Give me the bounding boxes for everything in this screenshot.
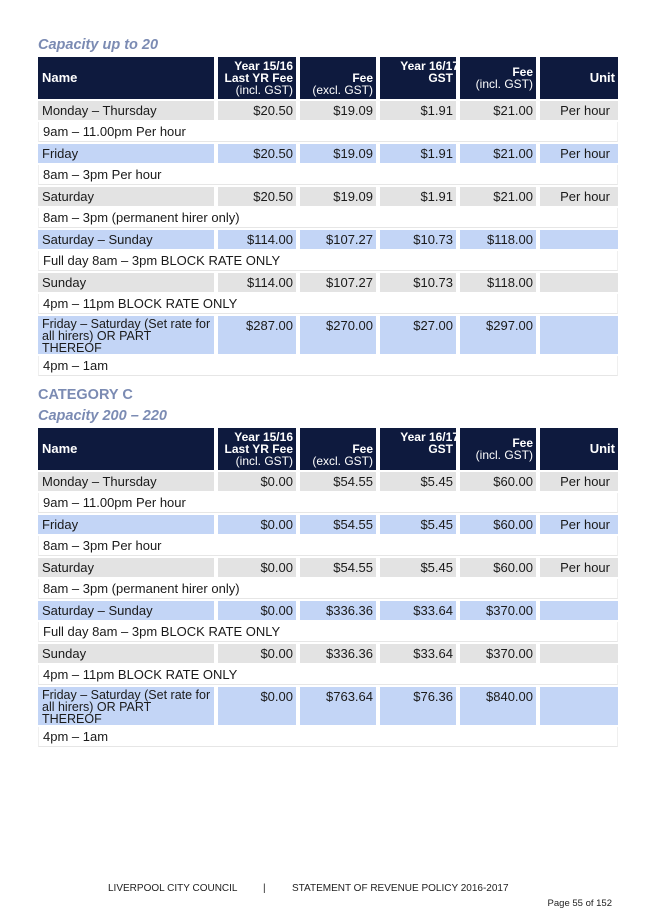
row-time-description: 4pm – 1am <box>38 727 618 747</box>
row-name: Saturday <box>38 187 214 206</box>
row-last-year-fee: $0.00 <box>218 644 296 663</box>
table-row <box>38 687 618 725</box>
row-fee-excl-gst: $54.55 <box>300 515 376 534</box>
table-row <box>38 316 618 354</box>
row-name: Sunday <box>38 644 214 663</box>
row-fee-excl-gst: $270.00 <box>300 316 376 354</box>
table-row <box>38 101 618 120</box>
row-fee-excl-gst: $54.55 <box>300 558 376 577</box>
row-unit <box>540 230 618 249</box>
row-time-description: 8am – 3pm Per hour <box>38 536 618 556</box>
header-last-year-fee <box>218 57 296 99</box>
table-row <box>38 644 618 663</box>
table-row <box>38 472 618 491</box>
header-fee-excl <box>300 57 376 99</box>
row-last-year-fee: $0.00 <box>218 558 296 577</box>
row-fee-incl-gst: $370.00 <box>460 644 536 663</box>
row-fee-incl-gst: $118.00 <box>460 230 536 249</box>
row-fee-excl-gst: $107.27 <box>300 273 376 292</box>
header-fee: Fee <box>352 71 373 85</box>
header-gst-label: GST <box>428 442 453 456</box>
header-name: Name <box>38 428 214 470</box>
table-row <box>38 601 618 620</box>
row-fee-excl-gst: $19.09 <box>300 101 376 120</box>
row-description <box>38 208 618 228</box>
row-last-year-fee: $114.00 <box>218 273 296 292</box>
footer-separator: | <box>263 883 266 894</box>
row-fee-incl-gst: $21.00 <box>460 187 536 206</box>
row-unit <box>540 601 618 620</box>
header-year-15-16: Year 15/16 <box>234 59 293 73</box>
row-fee-excl-gst: $54.55 <box>300 472 376 491</box>
row-name: Monday – Thursday <box>38 472 214 491</box>
header-fee: Fee <box>512 436 533 450</box>
row-gst: $5.45 <box>380 515 456 534</box>
header-name: Name <box>38 57 214 99</box>
row-unit: Per hour <box>540 187 618 206</box>
row-description <box>38 622 618 642</box>
row-name: Monday – Thursday <box>38 101 214 120</box>
row-description <box>38 665 618 685</box>
row-last-year-fee: $20.50 <box>218 187 296 206</box>
row-gst: $1.91 <box>380 101 456 120</box>
row-gst: $5.45 <box>380 558 456 577</box>
row-description <box>38 493 618 513</box>
header-year-15-16: Year 15/16 <box>234 430 293 444</box>
header-fee: Fee <box>512 65 533 79</box>
row-fee-excl-gst: $763.64 <box>300 687 376 725</box>
row-fee-incl-gst: $60.00 <box>460 558 536 577</box>
row-gst: $10.73 <box>380 273 456 292</box>
row-fee-excl-gst: $19.09 <box>300 187 376 206</box>
table-header-row <box>38 57 618 99</box>
header-last-yr-fee: Last YR Fee <box>224 442 293 456</box>
header-year-16-17: Year 16/17 <box>400 430 459 444</box>
row-fee-excl-gst: $19.09 <box>300 144 376 163</box>
header-last-year-fee <box>218 428 296 470</box>
capacity-heading: Capacity 200 – 220 <box>38 408 167 424</box>
table-row <box>38 230 618 249</box>
fee-table <box>34 428 622 747</box>
row-description <box>38 727 618 747</box>
row-last-year-fee: $287.00 <box>218 316 296 354</box>
row-fee-incl-gst: $21.00 <box>460 144 536 163</box>
header-fee-excl <box>300 428 376 470</box>
row-time-description: 4pm – 11pm BLOCK RATE ONLY <box>38 665 618 685</box>
row-description <box>38 579 618 599</box>
table-row <box>38 558 618 577</box>
category-heading: CATEGORY C <box>38 387 133 403</box>
header-gst <box>380 57 459 99</box>
header-unit: Unit <box>540 428 618 470</box>
row-gst: $1.91 <box>380 144 456 163</box>
header-fee-incl <box>460 428 536 470</box>
row-fee-incl-gst: $60.00 <box>460 515 536 534</box>
row-fee-excl-gst: $336.36 <box>300 644 376 663</box>
row-time-description: 4pm – 11pm BLOCK RATE ONLY <box>38 294 618 314</box>
row-gst: $5.45 <box>380 472 456 491</box>
row-description <box>38 294 618 314</box>
header-excl-gst: (excl. GST) <box>312 83 373 97</box>
row-fee-excl-gst: $336.36 <box>300 601 376 620</box>
header-incl-gst: (incl. GST) <box>235 83 293 97</box>
row-name: Sunday <box>38 273 214 292</box>
header-last-yr-fee: Last YR Fee <box>224 71 293 85</box>
row-time-description: 9am – 11.00pm Per hour <box>38 122 618 142</box>
row-name: Friday <box>38 144 214 163</box>
row-name: Friday <box>38 515 214 534</box>
row-unit: Per hour <box>540 144 618 163</box>
row-description <box>38 122 618 142</box>
row-description <box>38 536 618 556</box>
header-gst-label: GST <box>428 71 453 85</box>
row-fee-incl-gst: $60.00 <box>460 472 536 491</box>
fee-table <box>34 57 622 376</box>
header-spacer <box>383 455 453 467</box>
footer-organisation: LIVERPOOL CITY COUNCIL <box>108 883 238 894</box>
page-number: Page 55 of 152 <box>547 898 612 909</box>
row-last-year-fee: $0.00 <box>218 687 296 725</box>
header-unit: Unit <box>540 57 618 99</box>
footer-document-title: STATEMENT OF REVENUE POLICY 2016-2017 <box>292 883 509 894</box>
row-last-year-fee: $0.00 <box>218 515 296 534</box>
row-last-year-fee: $20.50 <box>218 144 296 163</box>
row-unit: Per hour <box>540 515 618 534</box>
row-time-description: 9am – 11.00pm Per hour <box>38 493 618 513</box>
row-last-year-fee: $0.00 <box>218 472 296 491</box>
table-row <box>38 187 618 206</box>
row-unit <box>540 687 618 725</box>
row-fee-incl-gst: $21.00 <box>460 101 536 120</box>
row-gst: $33.64 <box>380 601 456 620</box>
row-fee-excl-gst: $107.27 <box>300 230 376 249</box>
header-incl-gst: (incl. GST) <box>475 448 533 462</box>
header-incl-gst: (incl. GST) <box>235 454 293 468</box>
header-spacer <box>383 84 453 96</box>
row-time-description: Full day 8am – 3pm BLOCK RATE ONLY <box>38 251 618 271</box>
header-year-16-17: Year 16/17 <box>400 59 459 73</box>
header-incl-gst: (incl. GST) <box>475 77 533 91</box>
table-row <box>38 144 618 163</box>
row-gst: $33.64 <box>380 644 456 663</box>
header-fee: Fee <box>352 442 373 456</box>
row-unit: Per hour <box>540 558 618 577</box>
table-row <box>38 515 618 534</box>
row-time-description: 8am – 3pm Per hour <box>38 165 618 185</box>
row-gst: $76.36 <box>380 687 456 725</box>
row-unit: Per hour <box>540 101 618 120</box>
row-description <box>38 356 618 376</box>
row-gst: $10.73 <box>380 230 456 249</box>
capacity-heading: Capacity up to 20 <box>38 37 159 53</box>
row-description <box>38 165 618 185</box>
row-last-year-fee: $20.50 <box>218 101 296 120</box>
header-gst <box>380 428 459 470</box>
header-excl-gst: (excl. GST) <box>312 454 373 468</box>
row-gst: $27.00 <box>380 316 456 354</box>
row-fee-incl-gst: $370.00 <box>460 601 536 620</box>
header-fee-incl <box>460 57 536 99</box>
row-name: Friday – Saturday (Set rate for all hirers) OR PART THEREOF <box>38 687 214 725</box>
row-name: Saturday <box>38 558 214 577</box>
row-unit <box>540 316 618 354</box>
row-time-description: 4pm – 1am <box>38 356 618 376</box>
row-name: Friday – Saturday (Set rate for all hirers) OR PART THEREOF <box>38 316 214 354</box>
row-fee-incl-gst: $118.00 <box>460 273 536 292</box>
row-time-description: 8am – 3pm (permanent hirer only) <box>38 579 618 599</box>
row-gst: $1.91 <box>380 187 456 206</box>
row-last-year-fee: $0.00 <box>218 601 296 620</box>
row-time-description: Full day 8am – 3pm BLOCK RATE ONLY <box>38 622 618 642</box>
row-fee-incl-gst: $297.00 <box>460 316 536 354</box>
row-time-description: 8am – 3pm (permanent hirer only) <box>38 208 618 228</box>
table-header-row <box>38 428 618 470</box>
row-unit <box>540 273 618 292</box>
row-fee-incl-gst: $840.00 <box>460 687 536 725</box>
row-unit <box>540 644 618 663</box>
row-last-year-fee: $114.00 <box>218 230 296 249</box>
row-description <box>38 251 618 271</box>
row-unit: Per hour <box>540 472 618 491</box>
row-name: Saturday – Sunday <box>38 230 214 249</box>
table-row <box>38 273 618 292</box>
document-content <box>38 36 614 747</box>
row-name: Saturday – Sunday <box>38 601 214 620</box>
